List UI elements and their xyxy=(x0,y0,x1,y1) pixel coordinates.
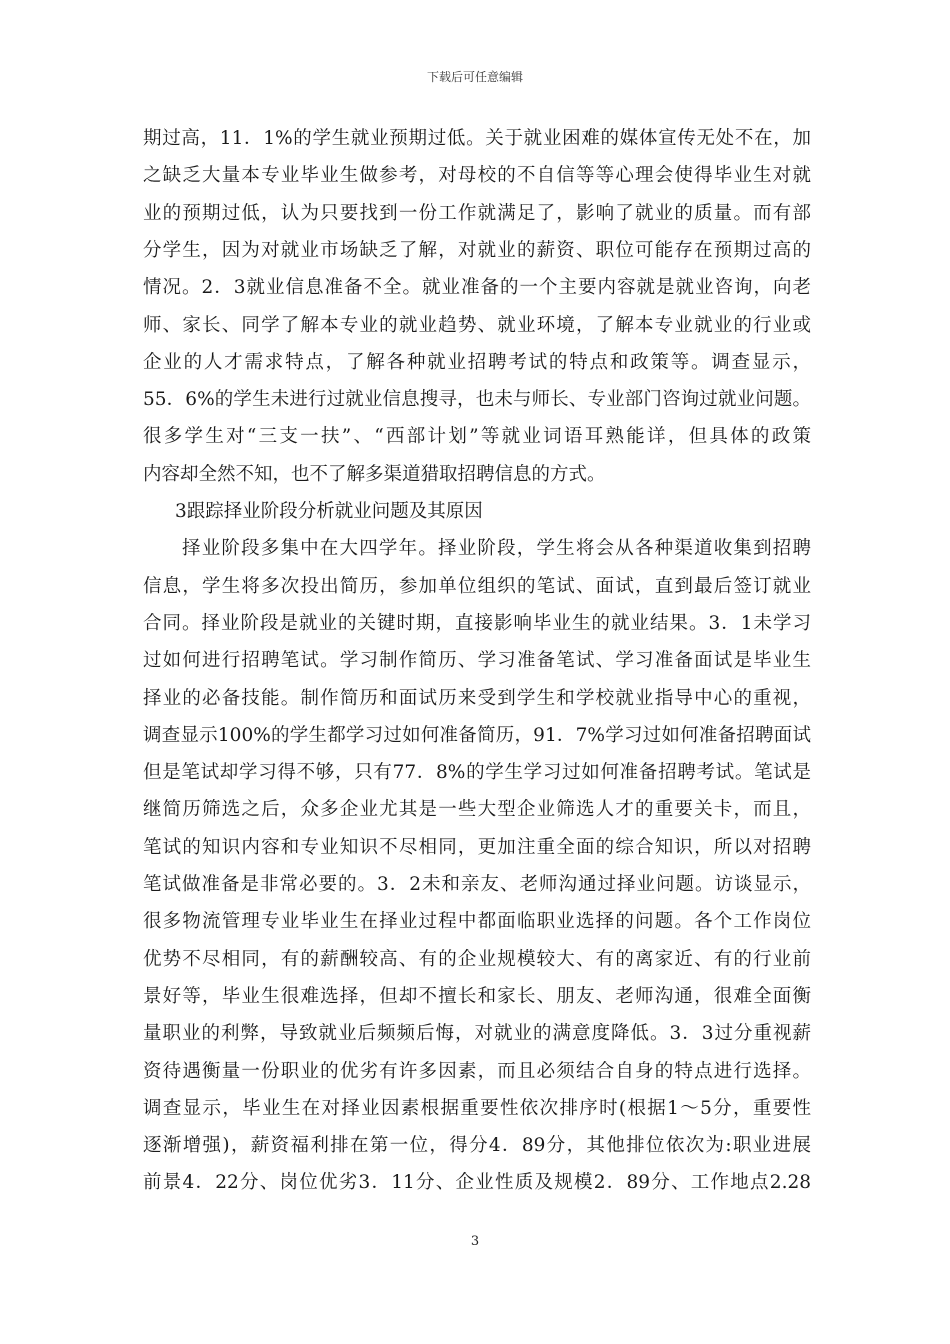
text-line: 资待遇衡量一份职业的优劣有许多因素，而且必须结合自身的特点进行选择。 xyxy=(143,1060,811,1082)
text-line: 55．6%的学生未进行过就业信息搜寻，也未与师长、专业部门咨询过就业问题。 xyxy=(143,389,811,411)
section-heading: 3跟踪择业阶段分析就业问题及其原因 xyxy=(175,501,483,522)
text-line: 优势不尽相同，有的薪酬较高、有的企业规模较大、有的离家近、有的行业前 xyxy=(143,948,811,970)
text-line: 择业的必备技能。制作简历和面试历来受到学生和学校就业指导中心的重视， xyxy=(143,687,811,709)
text-line: 内容却全然不知，也不了解多渠道猎取招聘信息的方式。 xyxy=(143,463,606,485)
text-line: 师、家长、同学了解本专业的就业趋势、就业环境，了解本专业就业的行业或 xyxy=(143,314,811,336)
text-line: 情况。2．3就业信息准备不全。就业准备的一个主要内容就是就业咨询，向老 xyxy=(143,277,811,299)
text-line: 景好等，毕业生很难选择，但却不擅长和家长、朋友、老师沟通，很难全面衡 xyxy=(143,985,811,1007)
text-line: 过如何进行招聘笔试。学习制作简历、学习准备笔试、学习准备面试是毕业生 xyxy=(143,650,811,672)
text-line: 前景4．22分、岗位优劣3．11分、企业性质及规模2．89分、工作地点2.28 xyxy=(143,1172,811,1194)
text-line: 调查显示，毕业生在对择业因素根据重要性依次排序时(根据1～5分，重要性 xyxy=(143,1097,811,1119)
text-line: 企业的人才需求特点，了解各种就业招聘考试的特点和政策等。调查显示， xyxy=(143,351,811,373)
text-line: 逐渐增强)，薪资福利排在第一位，得分4．89分，其他排位依次为:职业进展 xyxy=(143,1135,811,1157)
text-line: 之缺乏大量本专业毕业生做参考，对母校的不自信等等心理会使得毕业生对就 xyxy=(143,165,811,187)
text-line: 很多物流管理专业毕业生在择业过程中都面临职业选择的问题。各个工作岗位 xyxy=(143,911,811,933)
text-line: 很多学生对“三支一扶”、“西部计划”等就业词语耳熟能详，但具体的政策 xyxy=(143,426,811,448)
page-number: 3 xyxy=(470,1234,480,1249)
text-line: 期过高，11．1%的学生就业预期过低。关于就业困难的媒体宣传无处不在，加 xyxy=(143,128,811,149)
text-line: 信息，学生将多次投出简历，参加单位组织的笔试、面试，直到最后签订就业 xyxy=(143,575,811,597)
text-line: 但是笔试却学习得不够，只有77．8%的学生学习过如何准备招聘考试。笔试是 xyxy=(143,762,811,784)
text-line: 业的预期过低，认为只要找到一份工作就满足了，影响了就业的质量。而有部 xyxy=(143,202,811,224)
page-header: 下载后可任意编辑 xyxy=(426,70,523,84)
text-line: 笔试的知识内容和专业知识不尽相同，更加注重全面的综合知识，所以对招聘 xyxy=(143,836,811,858)
text-line: 合同。择业阶段是就业的关键时期，直接影响毕业生的就业结果。3．1未学习 xyxy=(143,612,811,634)
paragraph-first-line: 择业阶段多集中在大四学年。择业阶段，学生将会从各种渠道收集到招聘 xyxy=(182,538,811,560)
text-line: 量职业的利弊，导致就业后频频后悔，对就业的满意度降低。3．3过分重视薪 xyxy=(143,1023,811,1045)
text-line: 笔试做准备是非常必要的。3．2未和亲友、老师沟通过择业问题。访谈显示， xyxy=(143,874,811,895)
text-line: 继简历筛选之后，众多企业尤其是一些大型企业筛选人才的重要关卡，而且， xyxy=(143,799,811,821)
text-line: 分学生，因为对就业市场缺乏了解，对就业的薪资、职位可能存在预期过高的 xyxy=(143,239,811,261)
text-line: 调查显示100%的学生都学习过如何准备简历，91．7%学习过如何准备招聘面试 xyxy=(143,724,811,746)
